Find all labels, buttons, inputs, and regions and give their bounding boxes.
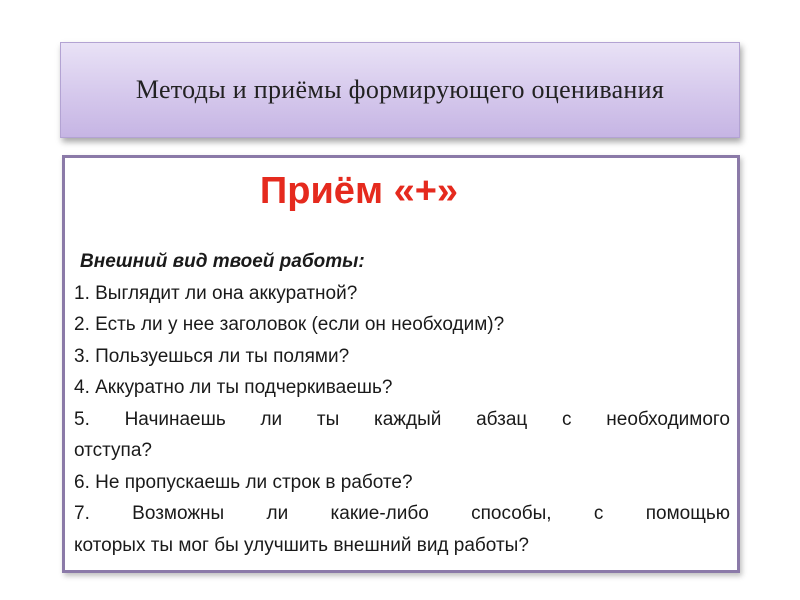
list-item: 3. Пользуешься ли ты полями?	[74, 345, 350, 367]
list-item-line: которых ты мог бы улучшить внешний вид работы?	[74, 534, 529, 556]
list-item-line: отступа?	[74, 440, 152, 461]
slide-title: Методы и приёмы формирующего оценивания	[135, 75, 665, 104]
content-frame	[62, 155, 740, 573]
checklist-subheading: Внешний вид твоей работы:	[80, 251, 365, 272]
list-item: 2. Есть ли у нее заголовок (если он необходим)?	[74, 314, 505, 335]
list-item	[74, 404, 730, 467]
slide-title-banner	[60, 42, 740, 138]
list-item: 1. Выглядит ли она аккуратной?	[74, 282, 358, 304]
list-item-line: 5. Начинаешь ли ты каждый абзац с необходимого	[74, 408, 730, 430]
list-item: 4. Аккуратно ли ты подчеркиваешь?	[74, 377, 393, 398]
list-item: 6. Не пропускаешь ли строк в работе?	[74, 471, 413, 493]
checklist	[74, 246, 730, 561]
list-item	[74, 498, 730, 561]
list-item-line: 7. Возможны ли какие-либо способы, с помощью	[74, 503, 730, 524]
technique-heading: Приём «+»	[259, 170, 459, 212]
